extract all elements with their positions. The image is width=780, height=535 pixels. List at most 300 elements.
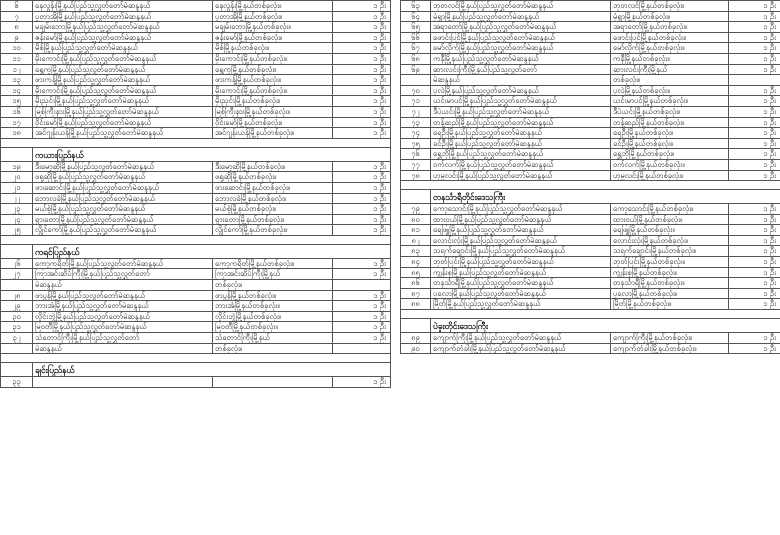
section-gap <box>1 138 391 147</box>
row-number: ၁၃ <box>1 75 33 86</box>
gap-cell <box>401 310 780 319</box>
section-gap <box>401 181 780 190</box>
constituency-area: မြိတ်မြို့နယ်တစ်ခုလုံး။ <box>611 299 729 310</box>
seat-count: ၁ ဦး <box>729 278 780 289</box>
table-row <box>401 1 780 12</box>
constituency-name: လောင်းလုံးမြို့နယ်ပြည်သူ့လွှတ်တော်မဲဆန္ဒနယ် <box>431 235 611 246</box>
row-number: ၈ <box>1 22 33 33</box>
seat-count: ၁ ဦး <box>729 64 780 75</box>
seat-count: ၁ ဦး <box>333 182 391 193</box>
row-number: ၈၇ <box>401 288 431 299</box>
constituency-area: ဒီးမော့ဆိုမြို့နယ်တစ်ခုလုံး။ <box>213 161 333 172</box>
table-row <box>401 22 780 33</box>
constituency-name: မဲဆန္ဒနယ် <box>431 75 611 86</box>
constituency-name: သရက်ချောင်းမြို့နယ်ပြည်သူ့လွှတ်တော်မဲဆန္ဒနယ် <box>431 246 611 257</box>
table-row <box>401 96 780 107</box>
row-number: ၂၂ <box>1 193 33 204</box>
row-number: ၇၃ <box>401 117 431 128</box>
constituency-name: ဖားဆောင်းမြို့နယ်ပြည်သူ့လွှတ်တော်မဲဆန္ဒနယ် <box>33 182 213 193</box>
section-heading-row <box>401 319 780 333</box>
constituency-area: ကနီမြို့နယ်တစ်ခုလုံး။ <box>611 53 729 64</box>
constituency-name: ရေဖြူမြို့နယ်ပြည်သူ့လွှတ်တော်မဲဆန္ဒနယ် <box>431 225 611 236</box>
table-row <box>1 64 391 75</box>
constituency-area: မြစ်ကြီးနားမြို့နယ်တစ်ခုလုံး။ <box>213 106 333 117</box>
row-number: ၂၈ <box>1 290 33 301</box>
row-number: ၆၈ <box>401 53 431 64</box>
constituency-area: ဟုမ္မလင်းမြို့နယ်တစ်ခုလုံး။ <box>611 170 729 181</box>
seat-count: ၁ ဦး <box>729 204 780 215</box>
row-number <box>401 75 431 86</box>
row-number <box>1 280 33 291</box>
table-row <box>1 311 391 322</box>
constituency-area: သံတောင်ကြီးမြို့နယ် <box>213 333 333 344</box>
section-gap <box>1 354 391 363</box>
constituency-name: ဒီပဲယင်းမြို့နယ်ပြည်သူ့လွှတ်တော်မဲဆန္ဒနယ် <box>431 106 611 117</box>
seat-count: ၁ ဦး <box>333 172 391 183</box>
seat-count: ၁ ဦး <box>333 193 391 204</box>
constituency-name: ပုလောမြို့နယ်ပြည်သူ့လွှတ်တော်မဲဆန္ဒနယ် <box>431 288 611 299</box>
seat-count: ၁ ဦး <box>729 257 780 268</box>
row-number: ၉၀ <box>401 343 431 354</box>
table-row <box>1 182 391 193</box>
constituency-name: အင်ဂျန်းယန်မြို့နယ်ပြည်သူ့လွှတ်တော်မဲဆန္ဒနယ် <box>33 128 213 139</box>
seat-count: ၁ ဦး <box>729 53 780 64</box>
table-row <box>1 128 391 139</box>
table-row <box>401 333 780 344</box>
table-row <box>401 117 780 128</box>
constituency-name: ဘားအံမြို့နယ်ပြည်သူ့လွှတ်တော်မဲဆန္ဒနယ် <box>33 301 213 312</box>
seat-count: ၁ ဦး <box>729 138 780 149</box>
constituency-area: တစ်ခုလုံး။ <box>213 343 333 354</box>
row-number: ၁၀ <box>1 43 33 54</box>
constituency-area: ထားဝယ်မြို့နယ်တစ်ခုလုံး။ <box>611 214 729 225</box>
table-row <box>401 32 780 43</box>
constituency-name: ကော့ကရိတ်မြို့နယ်ပြည်သူ့လွှတ်တော်မဲဆန္ဒနယ် <box>33 258 213 269</box>
seat-count: ၁ ဦး <box>729 1 780 12</box>
row-number: ၂၆ <box>1 258 33 269</box>
seat-count: ၁ ဦး <box>729 214 780 225</box>
constituency-name: ရေဦးမြို့နယ်ပြည်သူ့လွှတ်တော်မဲဆန္ဒနယ် <box>431 128 611 139</box>
seat-count <box>729 75 780 86</box>
row-number: ၁၆ <box>1 106 33 117</box>
table-row <box>1 225 391 236</box>
table-row <box>401 64 780 75</box>
constituency-area: ရွှေကူမြို့နယ်တစ်ခုလုံး။ <box>213 64 333 75</box>
row-number: ၃၂ <box>1 333 33 344</box>
gap-cell <box>401 181 780 190</box>
row-number: ၇၅ <box>401 138 431 149</box>
section-heading: ကယားပြည်နယ် <box>33 147 391 161</box>
section-gap <box>401 310 780 319</box>
table-row <box>1 290 391 301</box>
seat-count <box>333 280 391 291</box>
constituency-area: လှိုင်းဘွဲ့မြို့နယ်တစ်ခုလုံး။ <box>213 311 333 322</box>
row-number: ၁၄ <box>1 85 33 96</box>
constituency-name: ပူတာအိုမြို့နယ်ပြည်သူ့လွှတ်တော်မဲဆန္ဒနယ် <box>33 11 213 22</box>
seat-count: ၁ ဦး <box>729 170 780 181</box>
row-number: ၁၂ <box>1 64 33 75</box>
row-number: ၃၁ <box>1 322 33 333</box>
seat-count: ၁ ဦး <box>333 96 391 107</box>
constituency-name: မိစ်မြို့နယ်ပြည်သူ့လွှတ်တော်မဲဆန္ဒနယ် <box>33 43 213 54</box>
table-row <box>401 246 780 257</box>
seat-count: ၁ ဦး <box>729 299 780 310</box>
constituency-name: ဘုတ်ပြင်းမြို့နယ်ပြည်သူ့လွှတ်တော်မဲဆန္ဒနယ် <box>431 257 611 268</box>
seat-count: ၁ ဦး <box>729 267 780 278</box>
constituency-name: မိုးညှင်းမြို့နယ်ပြည်သူ့လွှတ်တော်မဲဆန္ဒနယ် <box>33 96 213 107</box>
row-number: ၉ <box>1 32 33 43</box>
seat-count: ၁ ဦး <box>333 269 391 280</box>
row-number: ၇၆ <box>401 149 431 160</box>
heading-number-cell <box>1 147 33 161</box>
table-row <box>1 96 391 107</box>
row-number: ၈၀ <box>401 214 431 225</box>
constituency-area: မိုးညှင်းမြို့နယ်တစ်ခုလုံး။ <box>213 96 333 107</box>
seat-count: ၁ ဦး <box>333 204 391 215</box>
constituency-name: မဲဆန္ဒနယ် <box>33 343 213 354</box>
row-number: ၈၆ <box>401 278 431 289</box>
constituency-area <box>213 377 333 388</box>
table-row <box>401 288 780 299</box>
row-number: ၆၉ <box>401 64 431 75</box>
section-heading-row <box>401 190 780 204</box>
constituency-name: တနင်္သာရီမြို့နယ်ပြည်သူ့လွှတ်တော်မဲဆန္ဒနယ် <box>431 278 611 289</box>
table-row <box>401 85 780 96</box>
table-row <box>1 333 391 344</box>
section-heading: ချင်းပြည်နယ် <box>33 363 391 377</box>
seat-count: ၁ ဦး <box>333 22 391 33</box>
row-number: ၇၈ <box>401 170 431 181</box>
table-row <box>1 204 391 215</box>
constituency-area: ဖရူဆိုမြို့နယ်တစ်ခုလုံး။ <box>213 172 333 183</box>
constituency-area: ပုလဲမြို့နယ်တစ်ခုလုံး။ <box>611 85 729 96</box>
row-number: ၂၇ <box>1 269 33 280</box>
table-row <box>401 204 780 215</box>
row-number: ၆ <box>1 1 33 12</box>
heading-number-cell <box>401 190 431 204</box>
section-heading: ကရင်ပြည်နယ် <box>33 244 391 258</box>
seat-count: ၁ ဦး <box>729 159 780 170</box>
seat-count: ၁ ဦး <box>333 322 391 333</box>
constituency-area: မယ်စဲ့မြို့နယ်တစ်ခုလုံး။ <box>213 204 333 215</box>
constituency-area: တစ်ခုလုံး။ <box>213 280 333 291</box>
table-row <box>1 377 391 388</box>
row-number: ၆၇ <box>401 43 431 54</box>
gap-cell <box>1 138 391 147</box>
row-number: ၁၈ <box>1 128 33 139</box>
constituency-area: တန့်ဆည်မြို့နယ်တစ်ခုလုံး။ <box>611 117 729 128</box>
constituency-area: မိစ်မြို့နယ်တစ်ခုလုံး။ <box>213 43 333 54</box>
section-heading-row <box>1 244 391 258</box>
row-number: ၂၀ <box>1 172 33 183</box>
table-row <box>1 32 391 43</box>
constituency-name: ရွှေကူမြို့နယ်ပြည်သူ့လွှတ်တော်မဲဆန္ဒနယ် <box>33 64 213 75</box>
constituency-name: ဖောင်းပြင်မြို့နယ်ပြည်သူ့လွှတ်တော်မဲဆန္ဒနယ် <box>431 32 611 43</box>
constituency-area: ရွှေဘိုမြို့နယ်တစ်ခုလုံး။ <box>611 149 729 160</box>
constituency-area: မြဝတီမြို့နယ်တစ်ခုလုံး။ <box>213 322 333 333</box>
row-number: ၁၅ <box>1 96 33 107</box>
row-number: ၇၄ <box>401 128 431 139</box>
table-row <box>1 117 391 128</box>
table-row <box>1 161 391 172</box>
constituency-name: ဇန်းမော်မြို့နယ်ပြည်သူ့လွှတ်တော်မဲဆန္ဒနယ် <box>33 32 213 43</box>
constituency-name: မချမ်းဘောမြို့နယ်ပြည်သူ့လွှတ်တော်မဲဆန္ဒနယ် <box>33 22 213 33</box>
row-number: ၁၉ <box>1 161 33 172</box>
row-number: ၆၄ <box>401 11 431 22</box>
constituency-name: တန့်ဆည်မြို့နယ်ပြည်သူ့လွှတ်တော်မဲဆန္ဒနယ် <box>431 117 611 128</box>
constituency-name: ဖရူဆိုမြို့နယ်ပြည်သူ့လွှတ်တော်မဲဆန္ဒနယ် <box>33 172 213 183</box>
table-row <box>401 128 780 139</box>
constituency-name: ယင်းမာပင်မြို့နယ်ပြည်သူ့လွှတ်တော်မဲဆန္ဒနယ် <box>431 96 611 107</box>
constituency-name: လှိုင်းဘွဲ့မြို့နယ်ပြည်သူ့လွှတ်တော်မဲဆန္ဒနယ် <box>33 311 213 322</box>
row-number: ၆၅ <box>401 22 431 33</box>
seat-count: ၁ ဦး <box>333 85 391 96</box>
seat-count <box>333 343 391 354</box>
seat-count: ၁ ဦး <box>729 85 780 96</box>
constituency-area: သရက်ချောင်းမြို့နယ်တစ်ခုလုံး။ <box>611 246 729 257</box>
seat-count: ၁ ဦး <box>333 225 391 236</box>
seat-count: ၁ ဦး <box>333 43 391 54</box>
row-number: ၇၂ <box>401 106 431 117</box>
table-row <box>401 106 780 117</box>
seat-count: ၁ ဦး <box>729 106 780 117</box>
table-row <box>401 299 780 310</box>
constituency-name: ပုလဲမြို့နယ်ပြည်သူ့လွှတ်တော်မဲဆန္ဒနယ် <box>431 85 611 96</box>
constituency-area: ဖားကန့်မြို့နယ်တစ်ခုလုံး။ <box>213 75 333 86</box>
seat-count: ၁ ဦး <box>333 32 391 43</box>
seat-count: ၁ ဦး <box>729 128 780 139</box>
seat-count: ၁ ဦး <box>729 96 780 107</box>
table-row <box>1 172 391 183</box>
constituency-area: ဒီပဲယင်းမြို့နယ်တစ်ခုလုံး။ <box>611 106 729 117</box>
section-heading: ပဲခူးတိုင်းဒေသကြီး <box>431 319 780 333</box>
seat-count: ၁ ဦး <box>333 11 391 22</box>
constituency-table-right <box>400 0 780 354</box>
table-row <box>1 1 391 12</box>
table-row <box>401 159 780 170</box>
constituency-name: ကျောက်ကြီးမြို့နယ်ပြည်သူ့လွှတ်တော်မဲဆန္ဒနယ် <box>431 333 611 344</box>
row-number: ၈၈ <box>401 299 431 310</box>
constituency-name: ကနီမြို့နယ်ပြည်သူ့လွှတ်တော်မဲဆန္ဒနယ် <box>431 53 611 64</box>
constituency-name: ထားဝယ်မြို့နယ်ပြည်သူ့လွှတ်တော်မဲဆန္ဒနယ် <box>431 214 611 225</box>
constituency-name: ဘောလခဲမြို့နယ်ပြည်သူ့လွှတ်တော်မဲဆန္ဒနယ် <box>33 193 213 204</box>
seat-count: ၁ ဦး <box>333 64 391 75</box>
constituency-name: နေလွန်းမြို့နယ်ပြည်သူ့လွှတ်တော်မဲဆန္ဒနယ် <box>33 1 213 12</box>
constituency-area: ပုလောမြို့နယ်တစ်ခုလုံး။ <box>611 288 729 299</box>
constituency-area: ကော့သောင်းမြို့နယ်တစ်ခုလုံး။ <box>611 204 729 215</box>
constituency-area: လောင်းလုံးမြို့နယ်တစ်ခုလုံး။ <box>611 235 729 246</box>
table-row <box>1 322 391 333</box>
table-row <box>1 301 391 312</box>
constituency-area: ယင်းမာပင်မြို့နယ်တစ်ခုလုံး။ <box>611 96 729 107</box>
constituency-area: လွိုင်ကော်မြို့နယ်တစ်ခုလုံး။ <box>213 225 333 236</box>
constituency-name: မိုးကောင်းမြို့နယ်ပြည်သူ့လွှတ်တော်မဲဆန္ဒနယ် <box>33 85 213 96</box>
seat-count: ၁ ဦး <box>333 258 391 269</box>
seat-count: ၁ ဦး <box>729 43 780 54</box>
constituency-name: ဆားလင်းကြီးမြို့နယ်ပြည်သူ့လွှတ်တော် <box>431 64 611 75</box>
seat-count: ၁ ဦး <box>333 128 391 139</box>
constituency-area: ဖာပွန်မြို့နယ်တစ်ခုလုံး။ <box>213 290 333 301</box>
table-row <box>401 257 780 268</box>
row-number: ၈၄ <box>401 257 431 268</box>
constituency-area: ကျောက်တံခါးမြို့နယ်တစ်ခုလုံး။ <box>611 343 729 354</box>
row-number: ၆၃ <box>401 1 431 12</box>
constituency-name: မြိတ်မြို့နယ်ပြည်သူ့လွှတ်တော်မဲဆန္ဒနယ် <box>431 299 611 310</box>
constituency-area: မိုးကောင်းမြို့နယ်တစ်ခုလုံး။ <box>213 53 333 64</box>
constituency-area: မချမ်းဘောမြို့နယ်တစ်ခုလုံး။ <box>213 22 333 33</box>
constituency-name: ကော့သောင်းမြို့နယ်ပြည်သူ့လွှတ်တော်မဲဆန္ဒနယ် <box>431 204 611 215</box>
table-row <box>401 11 780 22</box>
constituency-area: ကျောက်ကြီးမြို့နယ်တစ်ခုလုံး။ <box>611 333 729 344</box>
constituency-area: ဘားအံမြို့နယ်တစ်ခုလုံး။ <box>213 301 333 312</box>
section-heading-row <box>1 147 391 161</box>
seat-count: ၁ ဦး <box>729 22 780 33</box>
constituency-name: မိုးကောင်းမြို့နယ်ပြည်သူ့လွှတ်တော်မဲဆန္ဒနယ် <box>33 53 213 64</box>
seat-count: ၁ ဦး <box>333 1 391 12</box>
constituency-area: ဖားဆောင်းမြို့နယ်တစ်ခုလုံး။ <box>213 182 333 193</box>
table-row <box>1 193 391 204</box>
table-row <box>401 75 780 86</box>
gap-cell <box>1 235 391 244</box>
table-row <box>401 343 780 354</box>
seat-count: ၁ ဦး <box>333 311 391 322</box>
row-number: ၈၃ <box>401 246 431 257</box>
row-number: ၇၀ <box>401 85 431 96</box>
table-row <box>1 343 391 354</box>
heading-number-cell <box>401 319 431 333</box>
constituency-area: ရေဦးမြို့နယ်တစ်ခုလုံး။ <box>611 128 729 139</box>
constituency-area: ဘောလခဲမြို့နယ်တစ်ခုလုံး။ <box>213 193 333 204</box>
section-heading: တနင်္သာရီတိုင်းဒေသကြီး <box>431 190 780 204</box>
table-row <box>1 53 391 64</box>
constituency-name: မုံရွာမြို့နယ်ပြည်သူ့လွှတ်တော်မဲဆန္ဒနယ် <box>431 11 611 22</box>
constituency-area: ဝက်လက်မြို့နယ်တစ်ခုလုံး။ <box>611 159 729 170</box>
constituency-name: ကြာအင်းဆိပ်ကြီးမြို့နယ်ပြည်သူ့လွှတ်တော် <box>33 269 213 280</box>
seat-count: ၁ ဦး <box>333 301 391 312</box>
constituency-area: အင်ဂျန်းယန်မြို့နယ်တစ်ခုလုံး။ <box>213 128 333 139</box>
seat-count: ၁ ဦး <box>333 53 391 64</box>
seat-count: ၁ ဦး <box>729 333 780 344</box>
row-number: ၈၁ <box>401 225 431 236</box>
constituency-name: လွိုင်ကော်မြို့နယ်ပြည်သူ့လွှတ်တော်မဲဆန္ဒနယ် <box>33 225 213 236</box>
constituency-name: သံတောင်ကြီးမြို့နယ်ပြည်သူ့လွှတ်တော် <box>33 333 213 344</box>
table-row <box>1 269 391 280</box>
heading-number-cell <box>1 244 33 258</box>
seat-count: ၁ ဦး <box>729 235 780 246</box>
row-number: ၂၁ <box>1 182 33 193</box>
heading-number-cell <box>1 363 33 377</box>
constituency-area: မိုးကောင်းမြို့နယ်တစ်ခုလုံး။ <box>213 85 333 96</box>
constituency-name: မြစ်ကြီးနားမြို့နယ်ပြည်သူ့လွှတ်တော်မဲဆန္ဒနယ် <box>33 106 213 117</box>
constituency-area: ကြာအင်းဆိပ်ကြီးမြို့နယ် <box>213 269 333 280</box>
constituency-name: ဝိုင်းမော်မြို့နယ်ပြည်သူ့လွှတ်တော်မဲဆန္ဒနယ် <box>33 117 213 128</box>
table-row <box>1 106 391 117</box>
constituency-name: ဝက်လက်မြို့နယ်ပြည်သူ့လွှတ်တော်မဲဆန္ဒနယ် <box>431 159 611 170</box>
seat-count: ၁ ဦး <box>729 149 780 160</box>
gap-cell <box>1 354 391 363</box>
table-row <box>401 43 780 54</box>
row-number: ၈၉ <box>401 333 431 344</box>
table-row <box>1 214 391 225</box>
seat-count: ၁ ဦး <box>333 214 391 225</box>
constituency-name: ကျွန်းစုမြို့နယ်ပြည်သူ့လွှတ်တော်မဲဆန္ဒနယ် <box>431 267 611 278</box>
right-column <box>400 0 780 535</box>
seat-count: ၁ ဦး <box>729 11 780 22</box>
constituency-name: ဖာပွန်မြို့နယ်ပြည်သူ့လွှတ်တော်မဲဆန္ဒနယ် <box>33 290 213 301</box>
seat-count: ၁ ဦး <box>729 225 780 236</box>
row-number: ၁၁ <box>1 53 33 64</box>
constituency-area: ကျွန်းစုမြို့နယ်တစ်ခုလုံး။ <box>611 267 729 278</box>
row-number: ၇ <box>1 11 33 22</box>
row-number: ၇၉ <box>401 204 431 215</box>
constituency-name: အရာတော်မြို့နယ်ပြည်သူ့လွှတ်တော်မဲဆန္ဒနယ် <box>431 22 611 33</box>
constituency-area: ဘုတ်ပြင်းမြို့နယ်တစ်ခုလုံး။ <box>611 257 729 268</box>
constituency-name: မဲဆန္ဒနယ် <box>33 280 213 291</box>
seat-count: ၁ ဦး <box>333 161 391 172</box>
row-number: ၂၄ <box>1 214 33 225</box>
table-row <box>401 138 780 149</box>
table-row <box>1 280 391 291</box>
constituency-name <box>33 377 213 388</box>
table-row <box>401 53 780 64</box>
seat-count: ၁ ဦး <box>729 288 780 299</box>
seat-count: ၁ ဦး <box>729 117 780 128</box>
seat-count: ၁ ဦး <box>729 246 780 257</box>
table-row <box>401 225 780 236</box>
table-row <box>1 22 391 33</box>
constituency-name: မော်လိုက်မြို့နယ်ပြည်သူ့လွှတ်တော်မဲဆန္ဒနယ် <box>431 43 611 54</box>
constituency-area: ဇန်းမော်မြို့နယ်တစ်ခုလုံး။ <box>213 32 333 43</box>
constituency-area: တနင်္သာရီမြို့နယ်တစ်ခုလုံး။ <box>611 278 729 289</box>
constituency-area: မော်လိုက်မြို့နယ်တစ်ခုလုံး။ <box>611 43 729 54</box>
row-number <box>1 343 33 354</box>
table-row <box>1 43 391 54</box>
seat-count: ၁ ဦး <box>729 343 780 354</box>
table-row <box>1 85 391 96</box>
table-row <box>1 75 391 86</box>
constituency-name: မယ်စဲ့မြို့နယ်ပြည်သူ့လွှတ်တော်မဲဆန္ဒနယ် <box>33 204 213 215</box>
constituency-name: ဟုမ္မလင်းမြို့နယ်ပြည်သူ့လွှတ်တော်မဲဆန္ဒနယ် <box>431 170 611 181</box>
constituency-area: နေလွန်းမြို့နယ်တစ်ခုလုံး။ <box>213 1 333 12</box>
row-number: ၃၃ <box>1 377 33 388</box>
seat-count: ၁ ဦး <box>333 290 391 301</box>
seat-count: ၁ ဦး <box>333 117 391 128</box>
constituency-name: မြဝတီမြို့နယ်ပြည်သူ့လွှတ်တော်မဲဆန္ဒနယ် <box>33 322 213 333</box>
row-number: ၂၃ <box>1 204 33 215</box>
constituency-area: အရာတော်မြို့နယ်တစ်ခုလုံး။ <box>611 22 729 33</box>
constituency-area: ဖောင်းပြင်မြို့နယ်တစ်ခုလုံး။ <box>611 32 729 43</box>
row-number: ၇၇ <box>401 159 431 170</box>
table-row <box>401 149 780 160</box>
row-number: ၈၂ <box>401 235 431 246</box>
constituency-area: ရေဖြူမြို့နယ်တစ်ခုလုံး။ <box>611 225 729 236</box>
constituency-name: ရှားတောမြို့နယ်ပြည်သူ့လွှတ်တော်မဲဆန္ဒနယ် <box>33 214 213 225</box>
constituency-name: ဖားကန့်မြို့နယ်ပြည်သူ့လွှတ်တော်မဲဆန္ဒနယ် <box>33 75 213 86</box>
row-number: ၂၅ <box>1 225 33 236</box>
constituency-name: ဒီးမော့ဆိုမြို့နယ်ပြည်သူ့လွှတ်တော်မဲဆန္ဒနယ် <box>33 161 213 172</box>
seat-count: ၁ ဦး <box>333 333 391 344</box>
constituency-area: ပူတာအိုမြို့နယ်တစ်ခုလုံး။ <box>213 11 333 22</box>
constituency-name: ရွှေဘိုမြို့နယ်ပြည်သူ့လွှတ်တော်မဲဆန္ဒနယ် <box>431 149 611 160</box>
constituency-area: မုံရွာမြို့နယ်တစ်ခုလုံး။ <box>611 11 729 22</box>
table-row <box>401 267 780 278</box>
row-number: ၃၀ <box>1 311 33 322</box>
table-row <box>401 170 780 181</box>
constituency-name: ခင်ဦးမြို့နယ်ပြည်သူ့လွှတ်တော်မဲဆန္ဒနယ် <box>431 138 611 149</box>
table-row <box>401 214 780 225</box>
row-number: ၂၉ <box>1 301 33 312</box>
table-row <box>1 258 391 269</box>
